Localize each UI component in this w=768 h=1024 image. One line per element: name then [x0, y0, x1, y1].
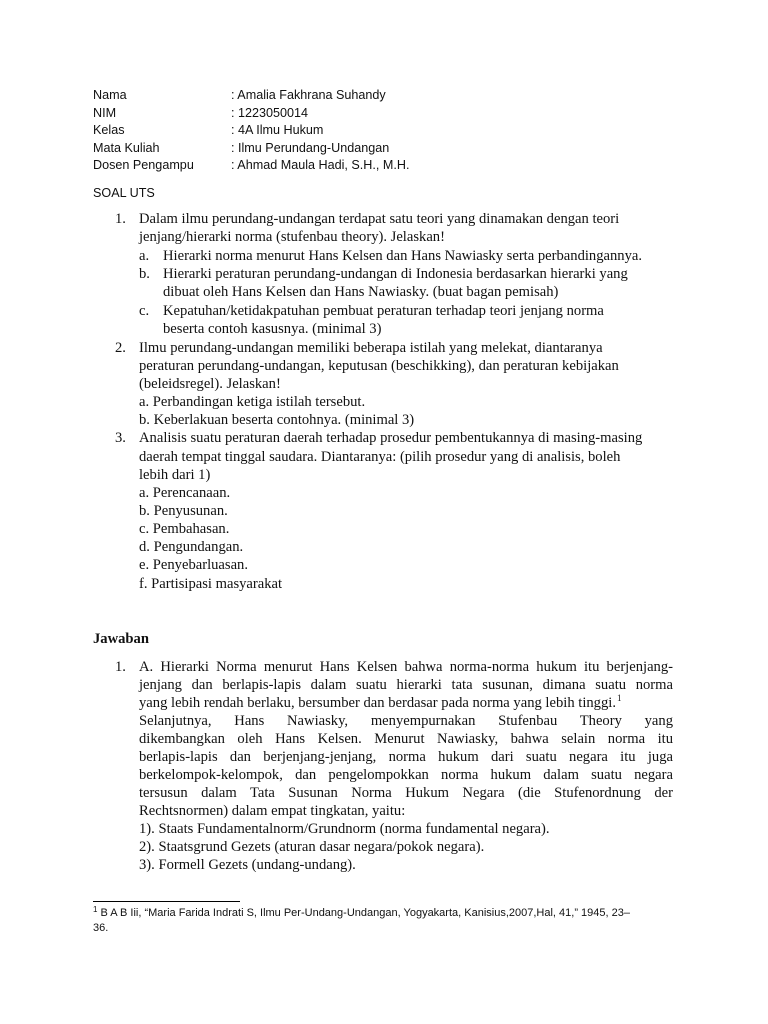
answer-line: yang lebih rendah berlaku, bersumber dan berdasar pada norma yang lebih tinggi. — [139, 695, 616, 711]
sub-letter: a. — [139, 248, 150, 264]
footnote-separator — [93, 901, 240, 902]
question-number: 3. — [115, 430, 126, 446]
question-text-line: a. Perbandingan ketiga istilah tersebut. — [139, 394, 366, 410]
identity-label-nama: Nama — [93, 88, 127, 102]
answer-line: berlapis-lapis dan berjenjang-jenjang, norma hukum dari suatu negara itu juga — [139, 749, 673, 765]
answer-list-item: 1). Staats Fundamentalnorm/Grundnorm (norma fundamental negara). — [139, 821, 550, 837]
answer-list-item: 3). Formell Gezets (undang-undang). — [139, 857, 356, 873]
question-text-line: Dalam ilmu perundang-undangan terdapat satu teori yang dinamakan dengan teori — [139, 211, 620, 227]
question-text-line: c. Pembahasan. — [139, 521, 230, 537]
question-number: 1. — [115, 211, 126, 227]
footnote — [93, 907, 630, 919]
question-text-line: Analisis suatu peraturan daerah terhadap prosedur pembentukannya di masing-masing — [139, 430, 643, 446]
answer-line: dikembangkan oleh Hans Kelsen. Menurut Nawiasky, bahwa selain norma itu — [139, 731, 673, 747]
answer-line: jenjang dan berlapis-lapis dalam suatu hierarki tata susunan, dimana suatu norma — [139, 677, 673, 693]
question-text-line: peraturan perundang-undangan, keputusan (beschikking), dan peraturan kebijakan — [139, 358, 619, 374]
answer-line: tersusun dalam Tata Susunan Norma Hukum Negara (die Stufenordnung der — [139, 785, 673, 801]
identity-label-kelas: Kelas — [93, 123, 125, 137]
footnote-text-line2: 36. — [93, 922, 109, 934]
soal-heading: SOAL UTS — [93, 186, 155, 200]
question-text-line: Ilmu perundang-undangan memiliki beberapa istilah yang melekat, diantaranya — [139, 340, 603, 356]
identity-value-nama: : Amalia Fakhrana Suhandy — [231, 88, 386, 102]
sub-text-line: Hierarki peraturan perundang-undangan di Indonesia berdasarkan hierarki yang — [163, 266, 628, 282]
question-text-line: jenjang/hierarki norma (stufenbau theory). Jelaskan! — [139, 229, 445, 245]
question-text-line: e. Penyebarluasan. — [139, 557, 249, 573]
footnote-reference: 1 — [616, 693, 622, 703]
identity-label-nim: NIM — [93, 106, 117, 120]
answer-line: A. Hierarki Norma menurut Hans Kelsen bahwa norma-norma hukum itu berjenjang- — [139, 659, 673, 675]
answer-line: Selanjutnya, Hans Nawiasky, menyempurnakan Stufenbau Theory yang — [139, 713, 673, 729]
identity-value-dosen: : Ahmad Maula Hadi, S.H., M.H. — [231, 158, 410, 172]
sub-letter: c. — [139, 303, 150, 319]
question-text-line: a. Perencanaan. — [139, 485, 231, 501]
question-text-line: d. Pengundangan. — [139, 539, 244, 555]
footnote-text: B A B Iii, “Maria Farida Indrati S, Ilmu Per-Undang-Undangan, Yogyakarta, Kanisius,2007,Hal, 41,” 1945, 23– — [100, 907, 630, 919]
answer-line: Rechtsnormen) dalam empat tingkatan, yaitu: — [139, 803, 406, 819]
answer-number: 1. — [115, 659, 126, 675]
question-text-line: lebih dari 1) — [139, 467, 211, 483]
sub-text-line: dibuat oleh Hans Kelsen dan Hans Nawiasky. (buat bagan pemisah) — [163, 284, 559, 300]
sub-text-line: Kepatuhan/ketidakpatuhan pembuat peraturan terhadap teori jenjang norma — [163, 303, 604, 319]
sub-letter: b. — [139, 266, 150, 282]
footnote-number: 1 — [93, 905, 98, 914]
question-text-line: f. Partisipasi masyarakat — [139, 576, 283, 592]
question-text-line: daerah tempat tinggal saudara. Diantaranya: (pilih prosedur yang di analisis, boleh — [139, 449, 621, 465]
jawaban-heading: Jawaban — [93, 631, 149, 647]
answer-list-item: 2). Staatsgrund Gezets (aturan dasar negara/pokok negara). — [139, 839, 485, 855]
question-number: 2. — [115, 340, 126, 356]
identity-label-dosen: Dosen Pengampu — [93, 158, 194, 172]
question-text-line: (beleidsregel). Jelaskan! — [139, 376, 281, 392]
identity-value-kelas: : 4A Ilmu Hukum — [231, 123, 324, 137]
identity-value-nim: : 1223050014 — [231, 106, 309, 120]
question-text-line: b. Penyusunan. — [139, 503, 228, 519]
answer-line: berkelompok-kelompok, dan pengelompokkan norma hukum dalam suatu negara — [139, 767, 673, 783]
answer-line-with-footnote — [139, 695, 621, 712]
identity-value-matkul: : Ilmu Perundang-Undangan — [231, 141, 390, 155]
sub-text-line: beserta contoh kasusnya. (minimal 3) — [163, 321, 382, 337]
question-text-line: b. Keberlakuan beserta contohnya. (minimal 3) — [139, 412, 415, 428]
identity-label-matkul: Mata Kuliah — [93, 141, 160, 155]
sub-text-line: Hierarki norma menurut Hans Kelsen dan Hans Nawiasky serta perbandingannya. — [163, 248, 643, 264]
